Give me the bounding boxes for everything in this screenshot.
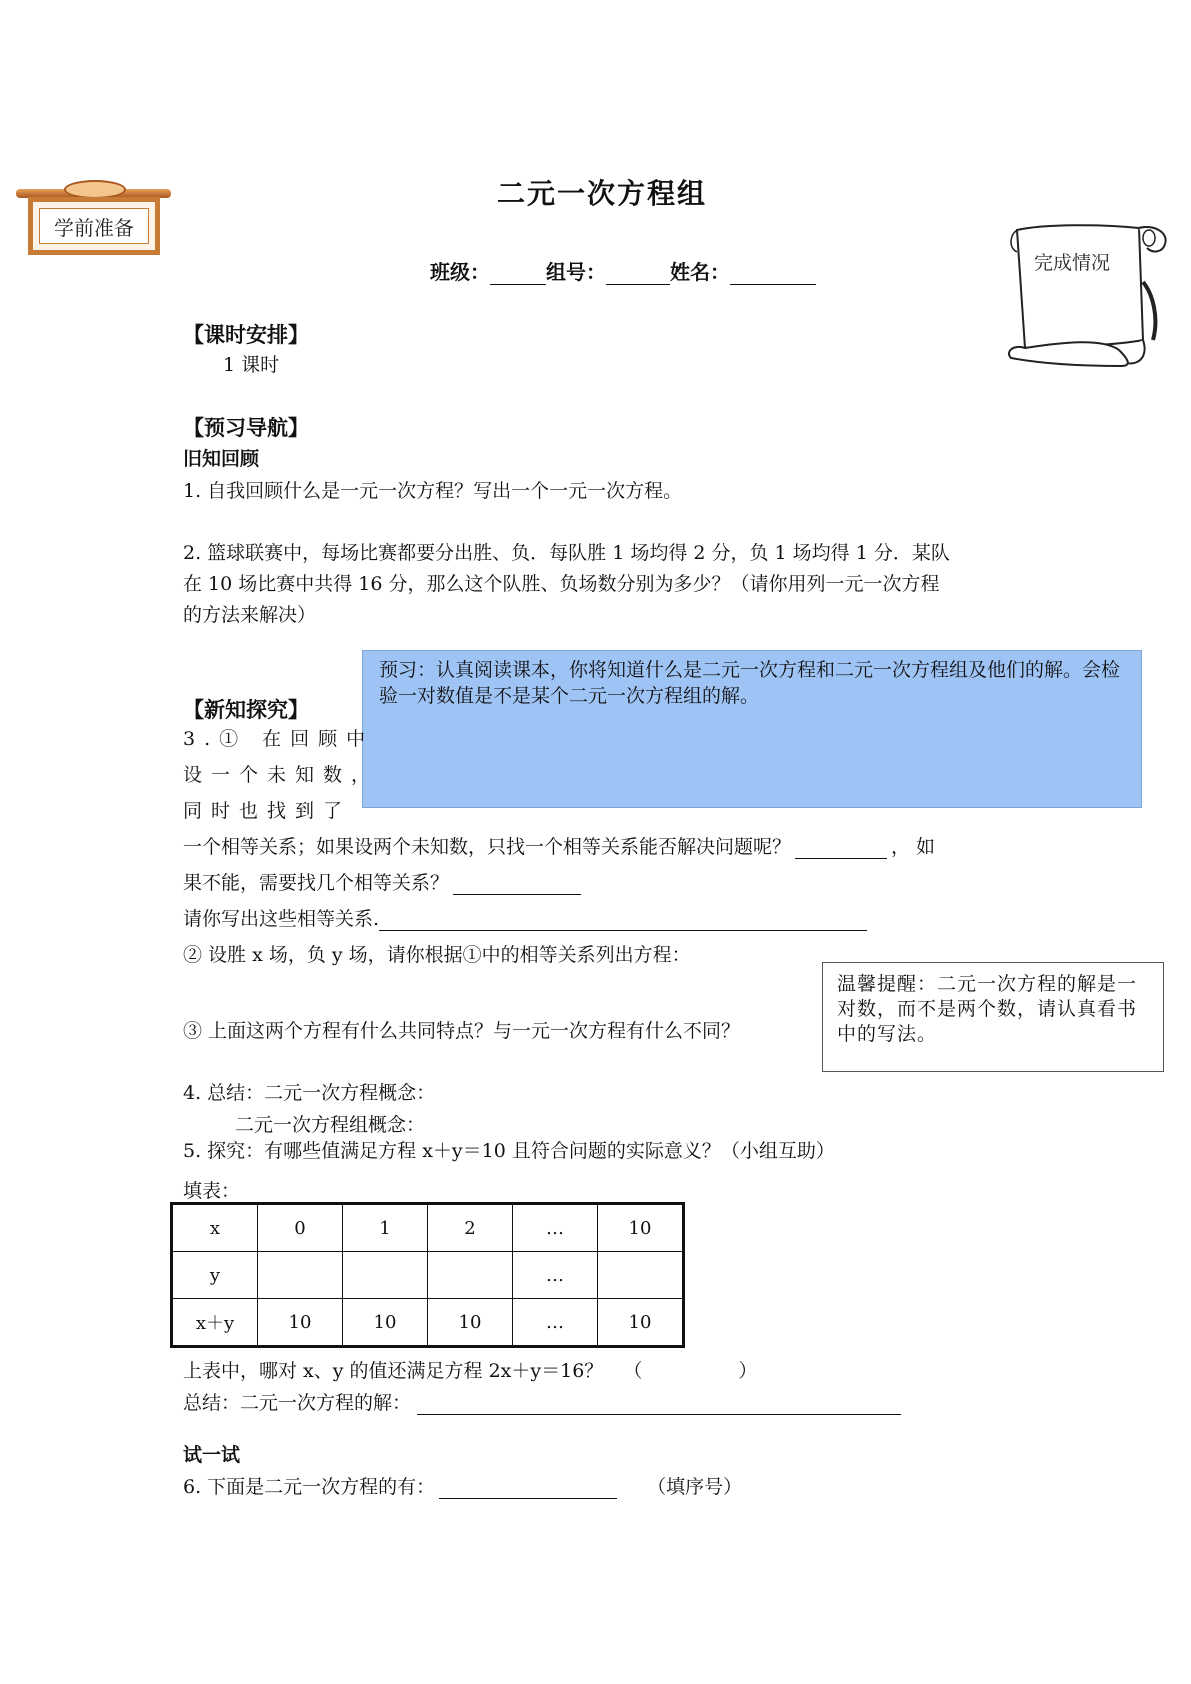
question-6-blank[interactable] [439,1478,617,1499]
schedule-text: 1 课时 [223,354,280,376]
name-label: 姓名： [670,260,730,284]
group-blank[interactable] [606,264,670,285]
review-heading: 旧知回顾 [183,448,260,470]
table-cell: 10 [258,1299,343,1347]
page-title: 二元一次方程组 [497,177,708,210]
fill-table [170,1202,685,1348]
name-blank[interactable] [730,264,816,285]
try-heading: 试一试 [183,1444,241,1466]
student-info-line [430,256,816,285]
table-cell: … [513,1299,598,1347]
table-cell: 10 [428,1299,513,1347]
group-label: 组号： [546,260,606,284]
question-3-line-3 [183,904,867,931]
scroll-label: 完成情况 [1034,252,1111,274]
table-cell: x [172,1204,258,1252]
question-3-line-1-end: ， 如 [891,836,936,858]
scroll-icon [1003,222,1173,370]
question-1: 1. 自我回顾什么是一元一次方程？写出一个一元一次方程。 [183,480,683,502]
question-4-b: 二元一次方程组概念： [235,1114,426,1136]
table-row [172,1204,684,1252]
badge-label: 学前准备 [39,208,149,244]
question-6-line [183,1472,742,1499]
table-cell: … [513,1252,598,1299]
table-cell-input[interactable] [598,1252,684,1299]
question-3-line-2-text: 果不能，需要找几个相等关系？ [183,872,450,894]
question-3-line-1 [183,832,935,859]
question-3-col-3: 同时也找到了 [183,800,352,822]
table-cell: 10 [598,1204,684,1252]
summary-blank[interactable] [417,1394,901,1415]
badge-frame [28,197,160,255]
table-cell-input[interactable] [258,1252,343,1299]
question-3-col-2: 设一个未知数， [183,764,380,786]
question-2-line-2: 在 10 场比赛中共得 16 分，那么这个队胜、负场数分别为多少？（请你用列一元一次方程 [183,573,940,595]
schedule-heading: 【课时安排】 [183,322,309,347]
question-3-part-3: ③ 上面这两个方程有什么共同特点？与一元一次方程有什么不同？ [183,1020,741,1042]
table-cell: 10 [598,1299,684,1347]
preview-note-box: 预习：认真阅读课本，你将知道什么是二元一次方程和二元一次方程组及他们的解。会检验一对数值是不是某个二元一次方程组的解。 [362,650,1142,808]
preview-heading: 【预习导航】 [183,415,309,440]
table-question: 上表中，哪对 x、y 的值还满足方程 2x＋y＝16？ [183,1360,604,1382]
question-3-line-2 [183,868,581,895]
class-blank[interactable] [490,264,546,285]
question-4-a: 4. 总结：二元一次方程概念： [183,1082,436,1104]
table-cell: 2 [428,1204,513,1252]
table-cell: 0 [258,1204,343,1252]
question-3-col-1: 3.① 在回顾中 [183,728,375,750]
summary-label: 总结：二元一次方程的解： [183,1392,412,1414]
paren-open: （ [623,1360,643,1382]
answer-blank-3[interactable] [379,910,867,931]
table-row [172,1299,684,1347]
table-cell: y [172,1252,258,1299]
question-3-part-2: ② 设胜 x 场，负 y 场，请你根据①中的相等关系列出方程： [183,944,691,966]
fill-table-label: 填表： [183,1180,241,1202]
reminder-box: 温馨提醒：二元一次方程的解是一对数，而不是两个数，请认真看书中的写法。 [822,962,1164,1072]
paren-close: ） [738,1360,758,1382]
summary-line [183,1388,901,1415]
table-cell: 1 [343,1204,428,1252]
table-question-line [183,1356,757,1383]
table-cell-input[interactable] [343,1252,428,1299]
table-cell: … [513,1204,598,1252]
question-2-line-1: 2. 篮球联赛中，每场比赛都要分出胜、负．每队胜 1 场均得 2 分，负 1 场均得 1 分．某队 [183,542,950,564]
class-label: 班级： [430,260,490,284]
table-row [172,1252,684,1299]
answer-blank-1[interactable] [795,838,887,859]
table-cell: 10 [343,1299,428,1347]
question-3-line-3-text: 请你写出这些相等关系. [183,908,380,930]
answer-blank-2[interactable] [453,874,581,895]
question-3-line-1-text: 一个相等关系；如果设两个未知数，只找一个相等关系能否解决问题呢？ [183,836,792,858]
table-cell: x＋y [172,1299,258,1347]
table-cell-input[interactable] [428,1252,513,1299]
question-2-line-3: 的方法来解决） [183,604,317,626]
question-5: 5. 探究：有哪些值满足方程 x＋y＝10 且符合问题的实际意义？（小组互助） [183,1140,835,1162]
explore-heading: 【新知探究】 [183,697,309,722]
question-6: 6. 下面是二元一次方程的有： [183,1476,436,1498]
question-6-hint: （填序号） [647,1476,743,1498]
